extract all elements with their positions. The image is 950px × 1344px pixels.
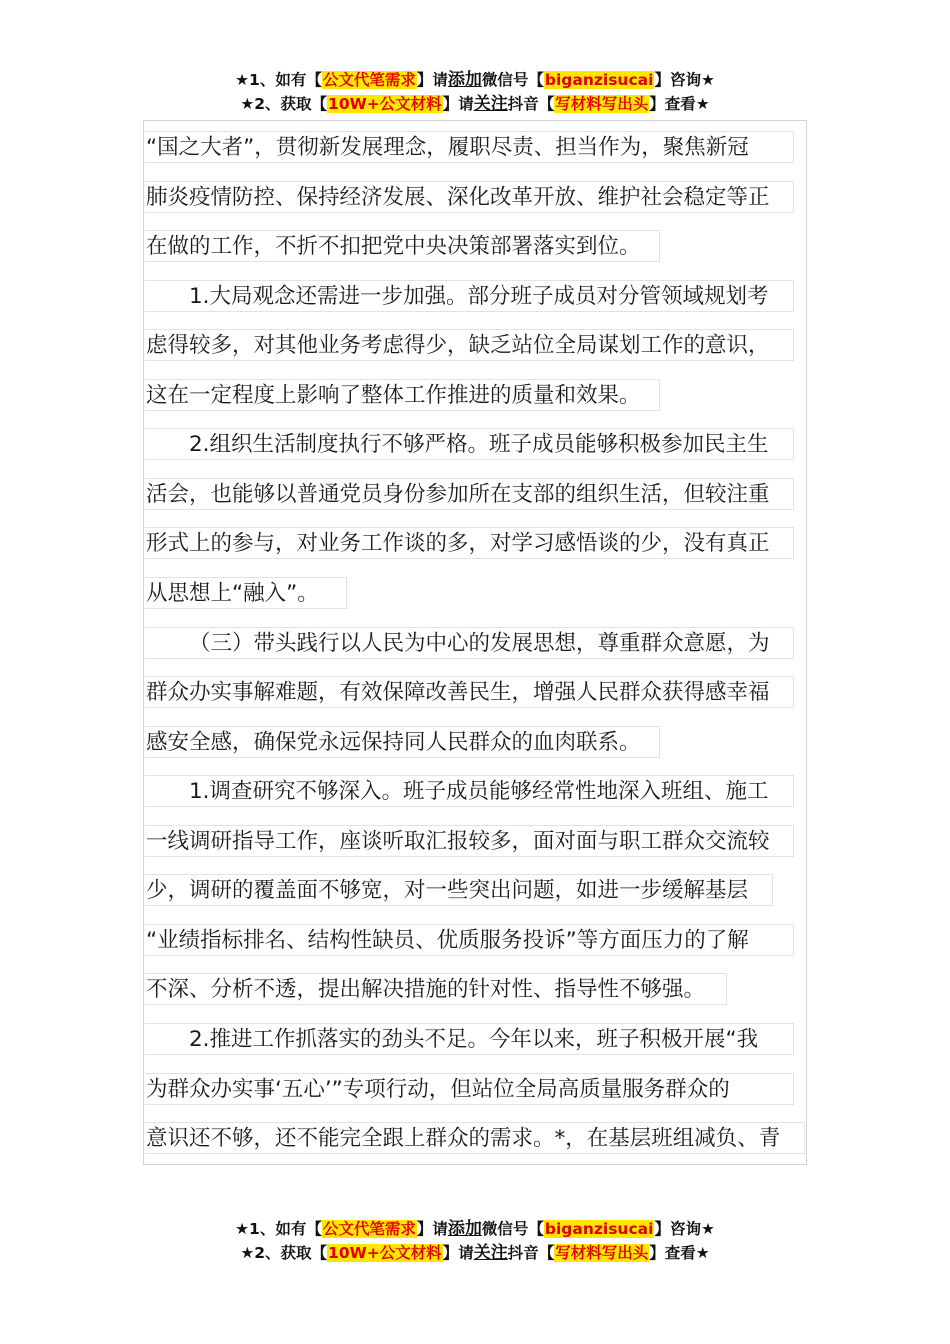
- banner-text: 抖音【: [507, 95, 555, 113]
- banner-highlight: biganzisucai: [544, 71, 654, 89]
- banner-text: ★2、获取【: [240, 95, 328, 113]
- header-line-2: [0, 92, 950, 116]
- header-line-1: [0, 68, 950, 92]
- text-line: 形式上的参与，对业务工作谈的多，对学习感悟谈的少，没有真正: [145, 527, 794, 559]
- text-line: 虑得较多，对其他业务考虑得少，缺乏站位全局谋划工作的意识，: [145, 329, 794, 361]
- text-line: 2.推进工作抓落实的劲头不足。今年以来，班子积极开展“我: [145, 1023, 794, 1055]
- banner-text: 】请: [442, 1244, 474, 1262]
- banner-highlight: 写材料写出头: [555, 1244, 649, 1262]
- text-line: “业绩指标排名、结构性缺员、优质服务投诉”等方面压力的了解: [145, 924, 794, 956]
- banner-highlight: 10W+公文材料: [328, 95, 442, 113]
- text-line: 一线调研指导工作，座谈听取汇报较多，面对面与职工群众交流较: [145, 825, 794, 857]
- banner-highlight: 公文代笔需求: [322, 1220, 416, 1238]
- banner-underline: 添加: [447, 1219, 482, 1239]
- footer-line-1: [0, 1217, 950, 1241]
- text-line: 意识还不够，还不能完全跟上群众的需求。*，在基层班组减负、青: [145, 1122, 805, 1154]
- text-line: 不深、分析不透，提出解决措施的针对性、指导性不够强。: [145, 973, 727, 1005]
- footer-banner: [0, 1217, 950, 1265]
- text-line: 感安全感，确保党永远保持同人民群众的血肉联系。: [145, 726, 660, 758]
- banner-highlight: 公文代笔需求: [322, 71, 416, 89]
- banner-text: 】请: [442, 95, 474, 113]
- banner-text: ★1、如有【: [235, 71, 322, 89]
- banner-highlight: biganzisucai: [544, 1220, 654, 1238]
- text-line: 2.组织生活制度执行不够严格。班子成员能够积极参加民主生: [145, 428, 794, 460]
- text-line: 肺炎疫情防控、保持经济发展、深化改革开放、维护社会稳定等正: [145, 181, 794, 213]
- banner-underline: 关注: [473, 94, 508, 114]
- banner-text: 】请: [416, 71, 448, 89]
- banner-text: 微信号【: [481, 1220, 544, 1238]
- header-banner: [0, 68, 950, 116]
- banner-underline: 添加: [447, 70, 482, 90]
- text-line: 从思想上“融入”。: [145, 577, 347, 609]
- banner-text: 】咨询★: [654, 71, 715, 89]
- text-line: 为群众办实事‘五心’”专项行动，但站位全局高质量服务群众的: [145, 1073, 794, 1105]
- text-line: （三）带头践行以人民为中心的发展思想，尊重群众意愿，为: [145, 627, 794, 659]
- banner-text: 微信号【: [481, 71, 544, 89]
- banner-text: 】查看★: [649, 1244, 710, 1262]
- text-line: 1.调查研究不够深入。班子成员能够经常性地深入班组、施工: [145, 775, 794, 807]
- banner-highlight: 写材料写出头: [555, 95, 649, 113]
- banner-text: 抖音【: [507, 1244, 555, 1262]
- banner-text: 】请: [416, 1220, 448, 1238]
- text-line: 群众办实事解难题，有效保障改善民生，增强人民群众获得感幸福: [145, 676, 794, 708]
- text-line: 这在一定程度上影响了整体工作推进的质量和效果。: [145, 379, 660, 411]
- text-line: “国之大者”，贯彻新发展理念，履职尽责、担当作为，聚焦新冠: [145, 131, 794, 163]
- text-line: 少，调研的覆盖面不够宽，对一些突出问题，如进一步缓解基层: [145, 874, 773, 906]
- text-line: 在做的工作，不折不扣把党中央决策部署落实到位。: [145, 230, 660, 262]
- banner-text: ★2、获取【: [240, 1244, 328, 1262]
- banner-highlight: 10W+公文材料: [328, 1244, 442, 1262]
- text-line: 1.大局观念还需进一步加强。部分班子成员对分管领域规划考: [145, 280, 794, 312]
- banner-text: ★1、如有【: [235, 1220, 322, 1238]
- banner-underline: 关注: [473, 1243, 508, 1263]
- text-line: 活会，也能够以普通党员身份参加所在支部的组织生活，但较注重: [145, 478, 794, 510]
- footer-line-2: [0, 1241, 950, 1265]
- banner-text: 】查看★: [649, 95, 710, 113]
- banner-text: 】咨询★: [654, 1220, 715, 1238]
